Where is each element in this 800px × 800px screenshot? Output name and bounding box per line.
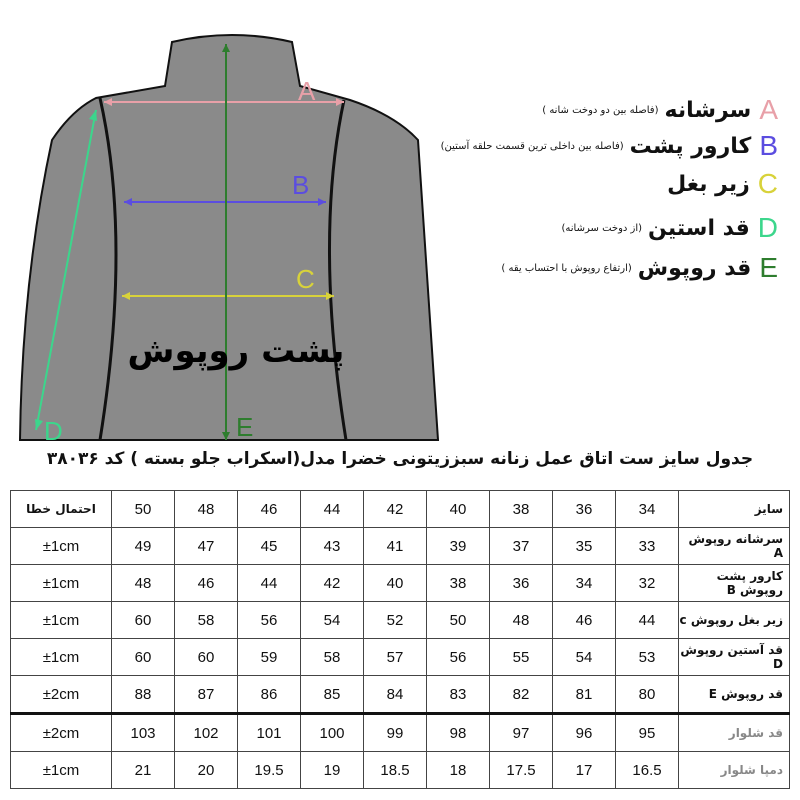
value-cell: 33: [616, 528, 679, 565]
value-cell: 83: [427, 676, 490, 714]
value-cell: 103: [112, 714, 175, 752]
row-label: دمپا شلوار: [679, 752, 790, 789]
back-label: پشت روپوش: [127, 331, 345, 371]
table-row: [11, 676, 790, 714]
row-label: قد شلوار: [679, 714, 790, 752]
size-table-title: جدول سایز ست اتاق عمل زنانه سبززیتونی خضرا مدل(اسکراب جلو بسته ) کد ۳۸۰۳۶: [46, 449, 754, 469]
table-row: [11, 714, 790, 752]
value-cell: 48: [112, 565, 175, 602]
arrow-a-letter: A: [298, 76, 316, 106]
value-cell: 49: [112, 528, 175, 565]
legend-title: سرشانه: [664, 97, 752, 123]
value-cell: 54: [553, 639, 616, 676]
arrow-d-letter: D: [44, 416, 63, 446]
value-cell: 45: [238, 528, 301, 565]
value-cell: 34: [553, 565, 616, 602]
size-cell: 48: [175, 491, 238, 528]
value-cell: 39: [427, 528, 490, 565]
value-cell: 80: [616, 676, 679, 714]
tolerance-cell: ±1cm: [11, 639, 112, 676]
value-cell: 19.5: [238, 752, 301, 789]
arrow-c-letter: C: [296, 264, 315, 294]
value-cell: 46: [553, 602, 616, 639]
value-cell: 38: [427, 565, 490, 602]
value-cell: 57: [364, 639, 427, 676]
tolerance-cell: ±2cm: [11, 714, 112, 752]
value-cell: 100: [301, 714, 364, 752]
legend-letter: E: [759, 252, 778, 283]
value-cell: 44: [238, 565, 301, 602]
legend-item-a: [542, 96, 778, 124]
value-cell: 19: [301, 752, 364, 789]
legend-letter: A: [759, 94, 778, 125]
size-table-header: [11, 491, 790, 528]
value-cell: 35: [553, 528, 616, 565]
size-cell: 40: [427, 491, 490, 528]
size-cell: 44: [301, 491, 364, 528]
value-cell: 40: [364, 565, 427, 602]
value-cell: 37: [490, 528, 553, 565]
tolerance-cell: ±1cm: [11, 565, 112, 602]
value-cell: 52: [364, 602, 427, 639]
row-label: سرشانه روپوش A: [679, 528, 790, 565]
size-table: [10, 490, 790, 789]
table-row: [11, 639, 790, 676]
value-cell: 87: [175, 676, 238, 714]
legend-note: (فاصله بین دو دوخت شانه ): [542, 104, 659, 116]
value-cell: 98: [427, 714, 490, 752]
table-row: [11, 602, 790, 639]
tolerance-header: احتمال خطا: [11, 491, 112, 528]
value-cell: 53: [616, 639, 679, 676]
value-cell: 81: [553, 676, 616, 714]
size-cell: 38: [490, 491, 553, 528]
value-cell: 56: [238, 602, 301, 639]
value-cell: 48: [490, 602, 553, 639]
tolerance-cell: ±1cm: [11, 752, 112, 789]
value-cell: 42: [301, 565, 364, 602]
value-cell: 54: [301, 602, 364, 639]
arrow-e-letter: E: [236, 412, 254, 442]
legend-title: زیر بغل: [667, 171, 750, 197]
value-cell: 43: [301, 528, 364, 565]
tolerance-cell: ±1cm: [11, 528, 112, 565]
value-cell: 60: [175, 639, 238, 676]
legend-item-c: [661, 170, 778, 198]
value-cell: 60: [112, 639, 175, 676]
value-cell: 18: [427, 752, 490, 789]
value-cell: 99: [364, 714, 427, 752]
legend-letter: C: [757, 168, 778, 199]
table-row: [11, 565, 790, 602]
size-cell: 36: [553, 491, 616, 528]
arrow-b-letter: B: [292, 170, 310, 200]
garment-back-shape: [20, 35, 438, 440]
legend-note: (فاصله بین داخلی ترین قسمت حلقه آستین): [440, 140, 624, 152]
value-cell: 59: [238, 639, 301, 676]
value-cell: 17.5: [490, 752, 553, 789]
tolerance-cell: ±2cm: [11, 676, 112, 714]
legend-letter: D: [757, 212, 778, 243]
legend-item-e: [501, 254, 778, 282]
legend-item-b: [441, 132, 778, 160]
legend-note: (از دوخت سرشانه): [561, 222, 643, 234]
value-cell: 56: [427, 639, 490, 676]
value-cell: 20: [175, 752, 238, 789]
value-cell: 18.5: [364, 752, 427, 789]
legend-item-d: [562, 214, 778, 242]
value-cell: 41: [364, 528, 427, 565]
value-cell: 32: [616, 565, 679, 602]
legend-note: (ارتفاع روپوش با احتساب یقه ): [501, 262, 632, 274]
size-cell: 34: [616, 491, 679, 528]
value-cell: 47: [175, 528, 238, 565]
legend-title: قد استین: [648, 215, 750, 241]
size-cell: 42: [364, 491, 427, 528]
value-cell: 88: [112, 676, 175, 714]
row-label: قد روپوش E: [679, 676, 790, 714]
value-cell: 95: [616, 714, 679, 752]
value-cell: 36: [490, 565, 553, 602]
value-cell: 50: [427, 602, 490, 639]
value-cell: 96: [553, 714, 616, 752]
value-cell: 58: [301, 639, 364, 676]
row-label: کارور پشت روپوش B: [679, 565, 790, 602]
value-cell: 55: [490, 639, 553, 676]
legend-letter: B: [759, 130, 778, 161]
value-cell: 97: [490, 714, 553, 752]
value-cell: 101: [238, 714, 301, 752]
value-cell: 58: [175, 602, 238, 639]
value-cell: 84: [364, 676, 427, 714]
value-cell: 46: [175, 565, 238, 602]
legend-title: قد روپوش: [637, 255, 752, 281]
value-cell: 17: [553, 752, 616, 789]
value-cell: 21: [112, 752, 175, 789]
size-cell: 46: [238, 491, 301, 528]
value-cell: 86: [238, 676, 301, 714]
tolerance-cell: ±1cm: [11, 602, 112, 639]
row-label: قد آستین روپوش D: [679, 639, 790, 676]
value-cell: 60: [112, 602, 175, 639]
value-cell: 102: [175, 714, 238, 752]
table-row: [11, 528, 790, 565]
row-label: زیر بغل روپوش c: [679, 602, 790, 639]
value-cell: 85: [301, 676, 364, 714]
table-row: [11, 752, 790, 789]
legend-title: کارور پشت: [629, 133, 752, 159]
value-cell: 16.5: [616, 752, 679, 789]
size-header-label: سایز: [679, 491, 790, 528]
value-cell: 82: [490, 676, 553, 714]
value-cell: 44: [616, 602, 679, 639]
size-cell: 50: [112, 491, 175, 528]
